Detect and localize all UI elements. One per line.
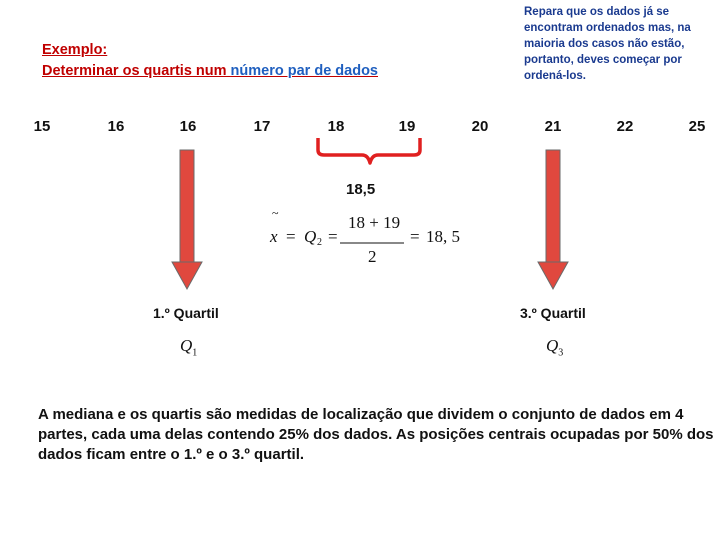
data-value: 18 [327,118,345,135]
q3-symbol [546,336,563,358]
note-text: Repara que os dados já se encontram ordenados mas, na maioria dos casos não estão, portanto, deves começar por ordená-los. [524,6,691,82]
q3-symbol-letter: Q [546,336,559,355]
tilde-mark: ~ [272,206,279,220]
q1-label: 1.º Quartil [153,305,219,321]
q3-label: 3.º Quartil [520,305,586,321]
formula-eq3: = [410,227,420,246]
explanation-paragraph: A mediana e os quartis são medidas de localização que dividem o conjunto de dados em 4 partes, cada uma delas contendo 25% dos dados. As posições centrais ocupadas por 50% dos dados ficam entre o 1.º e o 3.º quartil. [38,406,714,463]
formula-x: x [270,227,278,246]
example-subtitle-blue: número par de dados [230,63,378,79]
formula-q: Q [304,227,317,246]
example-heading: Exemplo: [42,42,108,58]
data-value: 17 [253,118,271,135]
median-brace [318,138,420,163]
formula-eq2: = [328,227,338,246]
q1-symbol-letter: Q [180,336,193,355]
data-value: 25 [688,118,706,135]
example-subtitle-red: Determinar os quartis num [42,63,227,79]
formula-denominator: 2 [368,247,377,266]
formula-result: 18, 5 [426,227,460,246]
data-value: 16 [107,118,125,135]
median-value: 18,5 [346,181,376,198]
data-value: 19 [398,118,416,135]
q1-arrow-icon [172,150,202,289]
formula-q-sub: 2 [317,237,322,248]
data-value: 16 [179,118,197,135]
data-value: 20 [471,118,489,135]
data-value: 21 [544,118,562,135]
data-value: 22 [616,118,634,135]
data-value: 15 [33,118,51,135]
formula-numerator: 18 + 19 [348,213,401,232]
q3-arrow-icon [538,150,568,289]
q1-symbol-sub: 1 [192,347,198,359]
formula-eq1: = [286,227,296,246]
q3-symbol-sub: 3 [558,347,564,359]
q1-symbol [180,336,197,358]
